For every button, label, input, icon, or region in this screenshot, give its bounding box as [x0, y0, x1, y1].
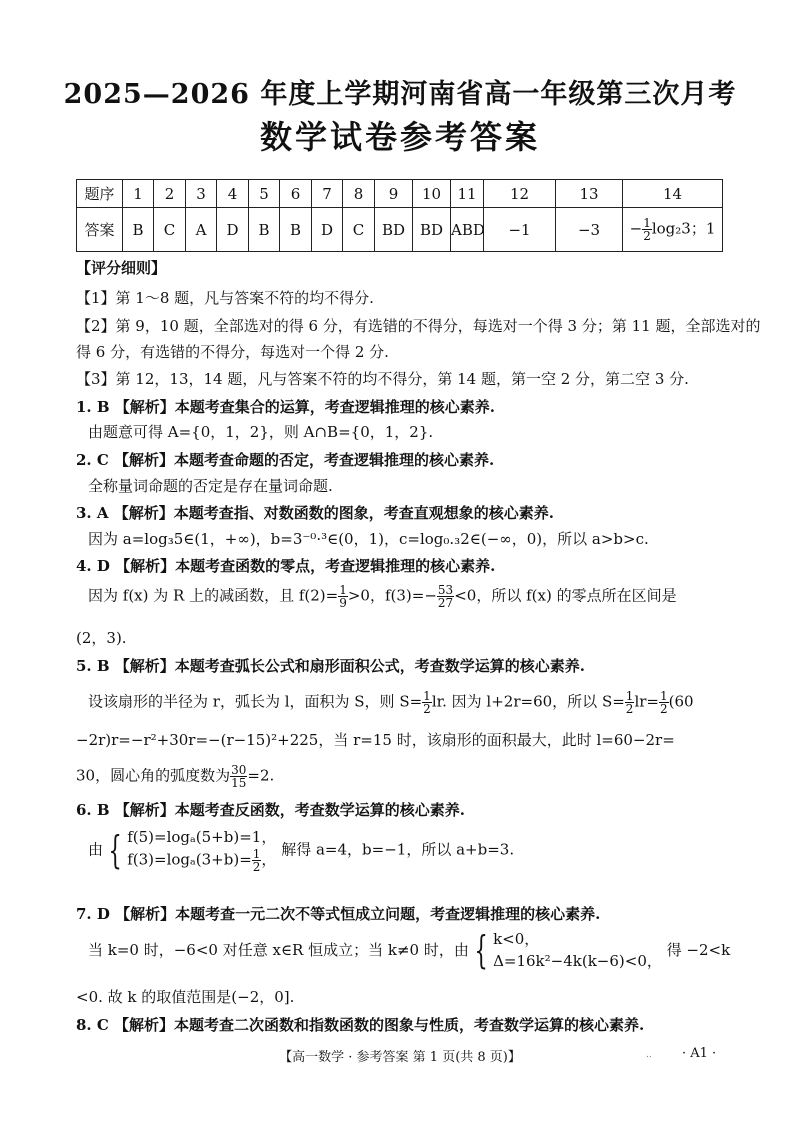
table-cell: D [312, 208, 343, 252]
table-row-answers [77, 208, 723, 252]
table-cell: B [249, 208, 280, 252]
table-cell: ABD [451, 208, 484, 252]
q8-heading: 8. C 【解析】本题考查二次函数和指数函数的图象与性质，考查数学运算的核心素养. [76, 1016, 645, 1034]
table-cell: 9 [375, 180, 413, 208]
table-cell: BD [375, 208, 413, 252]
fraction-denominator: 2 [643, 229, 651, 243]
title-line1: 2025—2026 年度上学期河南省高一年级第三次月考 [63, 79, 737, 110]
q3-solution: 因为 a=log₃5∈(1，+∞)，b=3⁻⁰·³∈(0，1)，c=log₀.₃2∈(−∞，0)，所以 a>b>c. [88, 530, 649, 548]
scoring-rule-2: 【2】第 9，10 题，全部选对的得 6 分，有选错的不得分，每选对一个得 3 分；第 11 题，全部选对的 [76, 317, 761, 335]
q7-solution: 当 k=0 时，−6<0 对任意 x∈R 恒成立；当 k≠0 时，由 { k<0， Δ=16k²−4k(k−6)<0， 得 −2<k [88, 928, 731, 972]
fraction-numerator: 1 [643, 216, 651, 230]
q5-solution-end: 30，圆心角的弧度数为 $\frac{30}{15}$ =2. [76, 763, 275, 790]
q3-heading: 3. A 【解析】本题考查指、对数函数的图象，考查直观想象的核心素养. [76, 504, 554, 522]
table-cell: C [154, 208, 186, 252]
table-cell-answer14 [623, 208, 723, 252]
page-footer: 【高一数学 · 参考答案 第 1 页(共 8 页)】 [279, 1050, 521, 1065]
table-cell: B [123, 208, 154, 252]
table-cell: −3 [556, 208, 623, 252]
table-cell: 5 [249, 180, 280, 208]
table-cell: 11 [451, 180, 484, 208]
q6-solution: 由 { f(5)=logₐ(5+b)=1， f(3)=logₐ(3+b)= $\frac{1}{2}$ ， 解得 a=4，b=−1，所以 a+b=3. [88, 827, 515, 874]
table-cell: 14 [623, 180, 723, 208]
table-cell: 12 [484, 180, 556, 208]
q4-heading: 4. D 【解析】本题考查函数的零点，考查逻辑推理的核心素养. [76, 557, 496, 575]
scoring-heading: 【评分细则】 [76, 259, 167, 277]
table-cell: C [343, 208, 375, 252]
fraction [642, 217, 652, 242]
q2-heading: 2. C 【解析】本题考查命题的否定，考查逻辑推理的核心素养. [76, 451, 495, 469]
table-cell: 6 [280, 180, 312, 208]
table-cell: 3 [186, 180, 217, 208]
scoring-rule-2-cont: 得 6 分，有选错的不得分，每选对一个得 2 分. [76, 343, 389, 361]
table-cell: 10 [413, 180, 451, 208]
table-cell: 8 [343, 180, 375, 208]
scoring-rule-1: 【1】第 1～8 题，凡与答案不符的均不得分. [76, 289, 374, 307]
q4-solution: 因为 f(x) 为 R 上的减函数，且 f(2)= $\frac{1}{9}$ >0，f(3)=− $\frac{53}{27}$ <0，所以 f(x) 的零点所在区间是 [88, 583, 677, 610]
table-header-cell: 答案 [77, 208, 123, 252]
table-cell: B [280, 208, 312, 252]
answer14-rest: log₂3；1 [651, 219, 716, 238]
answer-table [76, 179, 723, 252]
scoring-rule-3: 【3】第 12，13，14 题，凡与答案不符的均不得分，第 14 题，第一空 2 分，第二空 3 分. [76, 370, 689, 388]
q4-solution-cont: (2，3). [76, 629, 127, 647]
table-header-cell: 题序 [77, 180, 123, 208]
q1-heading: 1. B 【解析】本题考查集合的运算，考查逻辑推理的核心素养. [76, 398, 496, 416]
table-cell: 7 [312, 180, 343, 208]
table-cell: 13 [556, 180, 623, 208]
table-row-numbers [77, 180, 723, 208]
table-cell: A [186, 208, 217, 252]
table-cell: 1 [123, 180, 154, 208]
q2-solution: 全称量词命题的否定是存在量词命题. [88, 477, 333, 495]
q5-solution: 设该扇形的半径为 r，弧长为 l，面积为 S，则 S= $\frac{1}{2}$ lr. 因为 l+2r=60，所以 S= $\frac{1}{2}$ lr= $\frac{1}{2}$ (60 [88, 689, 694, 716]
answer14-neg: − [629, 219, 643, 238]
q1-solution: 由题意可得 A={0，1，2}，则 A∩B={0，1，2}. [88, 423, 434, 441]
q5-solution-cont: −2r)r=−r²+30r=−(r−15)²+225，当 r=15 时，该扇形的面积最大，此时 l=60−2r= [76, 731, 675, 749]
table-cell: 4 [217, 180, 249, 208]
table-cell: 2 [154, 180, 186, 208]
table-cell: BD [413, 208, 451, 252]
table-cell: D [217, 208, 249, 252]
q7-heading: 7. D 【解析】本题考查一元二次不等式恒成立问题，考查逻辑推理的核心素养. [76, 905, 601, 923]
q6-heading: 6. B 【解析】本题考查反函数，考查数学运算的核心素养. [76, 801, 466, 819]
footer-code: · A1 · [682, 1046, 717, 1061]
q5-heading: 5. B 【解析】本题考查弧长公式和扇形面积公式，考查数学运算的核心素养. [76, 657, 586, 675]
footer-dots: .. [646, 1050, 652, 1060]
q7-solution-cont: <0. 故 k 的取值范围是(−2，0]. [76, 988, 295, 1006]
table-cell: −1 [484, 208, 556, 252]
title-line2: 数学试卷参考答案 [259, 118, 540, 156]
